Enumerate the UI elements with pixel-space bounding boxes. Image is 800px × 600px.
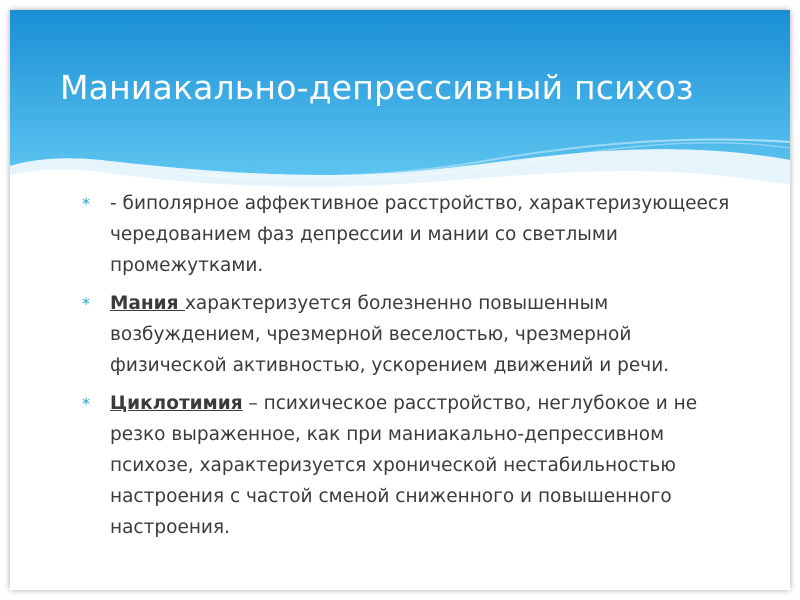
bullet-text: - биполярное аффективное расстройство, характеризующееся чередованием фаз депрессии и мании со светлыми промежутками.: [110, 193, 730, 276]
slide-title: Маниакально-депрессивный психоз: [60, 68, 694, 107]
bullet-list: [82, 188, 732, 543]
term-mania: Мания: [110, 293, 185, 314]
star-bullet-icon: *: [82, 394, 90, 413]
bullet-text: – психическое расстройство, неглубокое и не резко выраженное, как при маниакально-депрессивном психозе, характеризуется хронической нестабильностью настроения с частой сменой сниженного и повышенного настроения.: [110, 393, 698, 538]
bullet-item-cyclothymia: [82, 388, 732, 543]
slide-body: [82, 188, 732, 550]
bullet-item-mania: [82, 288, 732, 381]
term-cyclothymia: Циклотимия: [110, 393, 243, 414]
bullet-item-bipolar: [82, 188, 732, 281]
slide: [10, 10, 790, 590]
star-bullet-icon: *: [82, 294, 90, 313]
wave-banner-graphic: [10, 10, 790, 210]
slide-header-banner: [10, 10, 790, 210]
bullet-text: характеризуется болезненно повышенным возбуждением, чрезмерной веселостью, чрезмерной физической активностью, ускорением движений и речи.: [110, 293, 670, 376]
star-bullet-icon: *: [82, 194, 90, 213]
